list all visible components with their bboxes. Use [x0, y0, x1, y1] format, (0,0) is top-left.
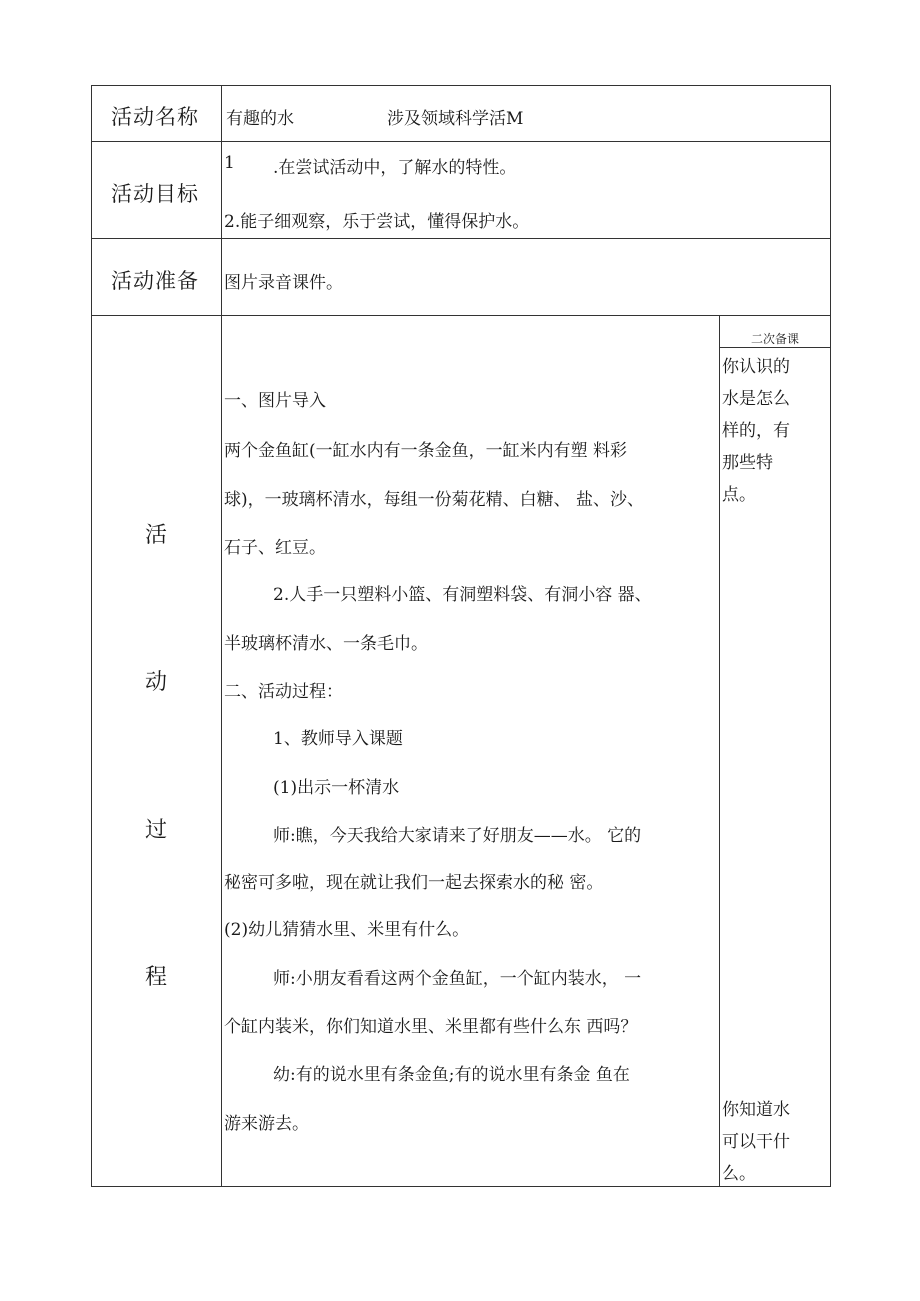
process-label-char: 程 [145, 965, 168, 990]
row-divider [91, 315, 831, 316]
second-prep-note-1: 你认识的 水是怎么 样的，有 那些特 点。 [722, 357, 790, 505]
table-border-right [830, 85, 831, 1187]
row-divider [91, 141, 831, 142]
activity-prep-label: 活动准备 [111, 269, 199, 293]
goal-1-number: 1 [224, 153, 235, 173]
column-divider [221, 85, 222, 1187]
process-line: 半玻璃杯清水、一条毛巾。 [224, 634, 428, 654]
goal-1-text: .在尝试活动中，了解水的特性。 [273, 158, 517, 178]
process-line: 石子、红豆。 [224, 538, 326, 558]
side-header-divider [719, 347, 831, 348]
process-line: 两个金鱼缸(一缸水内有一条金鱼，一缸米内有塑 料彩 [224, 441, 628, 461]
process-line: 师:小朋友看看这两个金鱼缸，一个缸内装水， 一 [273, 969, 642, 989]
process-line: 秘密可多啦，现在就让我们一起去探索水的秘 密。 [224, 873, 604, 893]
activity-name-value: 有趣的水 [226, 109, 294, 129]
table-border-bottom [91, 1186, 831, 1187]
process-line: 二、活动过程： [224, 682, 343, 702]
process-label-char: 动 [145, 670, 168, 695]
row-divider [91, 238, 831, 239]
process-line: (2)幼儿猜猜水里、米里有什么。 [224, 920, 470, 940]
side-column-divider [719, 315, 720, 1187]
activity-prep-value: 图片录音课件。 [224, 273, 343, 293]
process-line: (1)出示一杯清水 [273, 778, 400, 798]
activity-goals-label: 活动目标 [111, 182, 199, 206]
process-line: 师:瞧，今天我给大家请来了好朋友——水。 它的 [273, 826, 642, 846]
process-label-char: 过 [145, 818, 168, 843]
second-prep-header: 二次备课 [750, 332, 799, 346]
process-line: 一、图片导入 [224, 391, 326, 411]
process-line: 幼:有的说水里有条金鱼;有的说水里有条金 鱼在 [273, 1065, 630, 1085]
process-line: 游来游去。 [224, 1114, 309, 1134]
second-prep-note-2: 你知道水 可以干什 么。 [722, 1100, 790, 1184]
process-line: 个缸内装米，你们知道水里、米里都有些什么东 西吗？ [224, 1017, 638, 1037]
activity-name-label: 活动名称 [111, 105, 199, 129]
table-border-top [91, 85, 831, 86]
process-line: 1、教师导入课题 [273, 729, 403, 749]
process-label-char: 活 [145, 523, 168, 548]
domain-value: 涉及领域科学活M [387, 109, 524, 129]
process-line: 2.人手一只塑料小篮、有洞塑料袋、有洞小容 器、 [273, 585, 652, 605]
goal-2-text: 2.能子细观察，乐于尝试，懂得保护水。 [224, 212, 530, 232]
process-line: 球)，一玻璃杯清水，每组一份菊花精、白糖、 盐、沙、 [224, 490, 645, 510]
table-border-left [91, 85, 92, 1187]
